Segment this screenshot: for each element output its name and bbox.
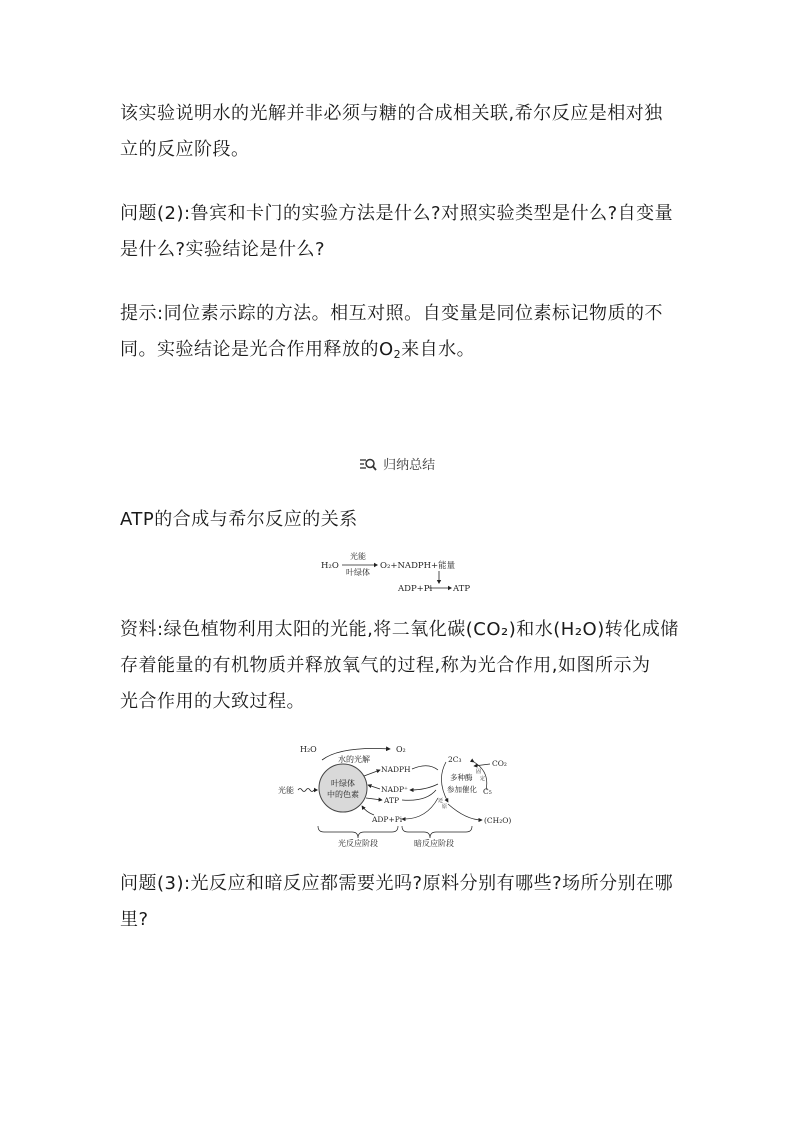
paragraph-hill-reaction — [120, 96, 680, 168]
question-2 — [120, 196, 680, 268]
text-fragment: 同。实验结论是光合作用释放的O — [120, 339, 394, 360]
diagram-atp: ATP — [384, 796, 400, 805]
dark-stage-brace — [402, 826, 472, 838]
hill-reaction-equation — [318, 548, 488, 594]
text-line: 是什么?实验结论是什么? — [120, 239, 326, 260]
diagram-nadph: NADPH — [381, 765, 411, 774]
diagram-nadp: NADP⁺ — [381, 785, 408, 794]
chloroplast-circle — [319, 764, 367, 812]
text-line — [120, 332, 680, 368]
diagram-adp-pi: ADP+Pi — [372, 815, 403, 824]
magnifier-summary-icon — [359, 457, 377, 471]
eq-atp: ATP — [453, 584, 471, 594]
diagram-reduction-2: 原 — [442, 804, 448, 810]
diagram-circle-line1: 叶绿体 — [331, 779, 355, 788]
diagram-enzymes-line1: 多种酶 — [450, 773, 473, 782]
cycle-to-nadp — [410, 784, 438, 790]
text-line: 光合作用的大致过程。 — [120, 691, 305, 712]
text-line: 资料:绿色植物利用太阳的光能,将二氧化碳(CO₂)和水(H₂O)转化成储 — [120, 619, 679, 640]
material-paragraph — [120, 612, 680, 720]
text-fragment: 来自水。 — [401, 339, 476, 360]
diagram-o2: O₂ — [396, 745, 406, 754]
cycle-to-adp — [402, 798, 438, 819]
diagram-circle-line2: 中的色素 — [327, 790, 359, 799]
eq-condition-bottom: 叶绿体 — [346, 568, 370, 577]
co2-arrow — [474, 764, 490, 766]
cycle-left-arc — [441, 762, 448, 802]
question-3 — [120, 866, 680, 938]
subscript: 2 — [393, 348, 402, 361]
eq-down-arrowhead — [437, 580, 441, 584]
text-line: 存着能量的有机物质并释放氧气的过程,称为光合作用,如图所示为 — [120, 655, 651, 676]
eq-adp: ADP+Pi — [398, 584, 433, 594]
eq-products: O₂+NADPH+能量 — [380, 561, 456, 571]
summary-heading — [0, 454, 794, 473]
text-line: 提示:同位素示踪的方法。相互对照。自变量是同位素标记物质的不 — [120, 303, 664, 324]
diagram-light-stage: 光反应阶段 — [338, 839, 378, 848]
text-line: 问题(2):鲁宾和卡门的实验方法是什么?对照实验类型是什么?自变量 — [120, 203, 674, 224]
diagram-two-c3: 2C₃ — [448, 755, 462, 764]
eq-arrowhead — [374, 563, 378, 567]
diagram-h2o: H₂O — [300, 745, 317, 754]
diagram-fixation-2: 定 — [480, 776, 486, 782]
light-stage-brace — [318, 826, 398, 838]
diagram-light-energy: 光能 — [278, 786, 294, 795]
eq-atp-arrowhead — [448, 586, 452, 590]
diagram-enzymes-line2: 参加催化 — [447, 785, 477, 794]
diagram-fixation-1: 固 — [476, 769, 482, 775]
diagram-co2: CO₂ — [492, 759, 507, 768]
text-line: 立的反应阶段。 — [120, 139, 250, 160]
nadp-arrow — [368, 785, 380, 789]
photosynthesis-diagram — [278, 740, 518, 848]
eq-reactant: H₂O — [321, 561, 339, 571]
diagram-reduction-1: 还 — [438, 798, 444, 804]
text-line: 该实验说明水的光解并非必须与糖的合成相关联,希尔反应是相对独 — [120, 103, 663, 124]
diagram-water-photolysis: 水的光解 — [338, 755, 370, 764]
atp-arrow — [366, 798, 382, 800]
nadph-arrow — [364, 770, 380, 776]
hint-answer — [120, 296, 680, 368]
light-wave — [298, 789, 314, 792]
text-line: 里? — [120, 909, 149, 930]
diagram-c5: C₅ — [483, 787, 492, 796]
summary-label: 归纳总结 — [383, 458, 436, 473]
light-arrowhead — [314, 788, 318, 792]
diagram-ch2o: (CH₂O) — [484, 816, 512, 825]
text-line: 问题(3):光反应和暗反应都需要光吗?原料分别有哪些?场所分别在哪 — [120, 873, 674, 894]
atp-heading: ATP的合成与希尔反应的关系 — [120, 509, 358, 530]
diagram-dark-stage: 暗反应阶段 — [414, 839, 454, 848]
nadph-to-cycle — [412, 766, 438, 770]
ch2o-arrow — [448, 804, 482, 820]
eq-condition-top: 光能 — [350, 552, 366, 561]
adp-return-arrow — [362, 806, 374, 815]
